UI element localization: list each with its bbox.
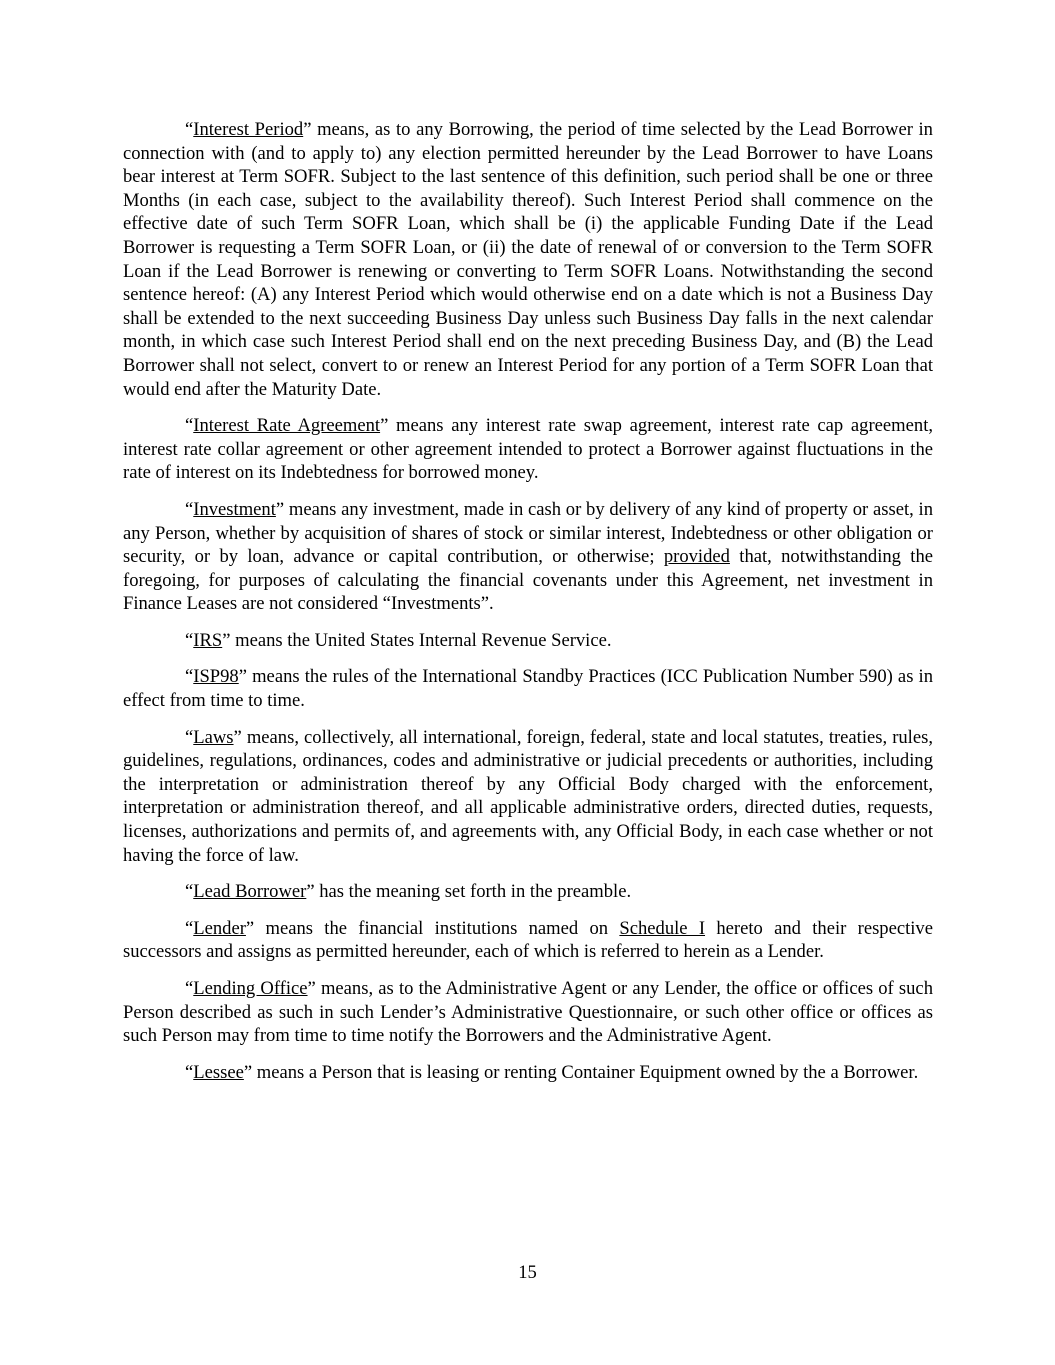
paragraph-text: “ xyxy=(185,119,194,140)
paragraph-text: “ xyxy=(185,629,194,651)
defined-term: Lending Office xyxy=(193,978,308,999)
definition-paragraph-lender xyxy=(123,917,933,964)
definition-paragraph-investment xyxy=(123,498,933,616)
paragraph-text: ” has the meaning set forth in the preamble. xyxy=(306,881,632,903)
paragraph-text: “ xyxy=(185,917,194,939)
definition-paragraph-lead-borrower xyxy=(123,880,933,904)
defined-term: Interest Rate Agreement xyxy=(193,415,381,437)
defined-term: Lender xyxy=(193,917,246,939)
paragraph-text: “ xyxy=(185,881,194,903)
definition-paragraph-laws xyxy=(123,726,933,868)
defined-term: Lessee xyxy=(193,1061,244,1083)
paragraph-text: ” means the United States Internal Revenue Service. xyxy=(222,629,612,651)
paragraph-text: ” means, collectively, all international, foreign, federal, state and local statutes, treaties, rules, guidelines, regulations, ordinances, codes and administrative or judicial precedents or authorities, including the interpretation or administration thereof by any Official Body charged with the enforcement, interpretation or administration thereof, and all applicable administrative orders, directed duties, requests, licenses, authorizations and permits of, and agreements with, any Official Body, in each case whether or not having the force of law. xyxy=(123,726,933,866)
defined-term: Schedule I xyxy=(619,917,706,939)
paragraph-text: ” means, as to the Administrative Agent or any Lender, the office or offices of such Person described as such in such Lender’s Administrative Questionnaire, or such other office or offices as such Person may from time to time notify the Borrowers and the Administrative Agent. xyxy=(123,978,933,1047)
definition-paragraph-interest-rate-agreement xyxy=(123,414,933,485)
paragraph-text: ” means the financial institutions named on xyxy=(245,917,620,939)
paragraph-text: that, notwithstanding the foregoing, for purposes of calculating the financial covenants under this Agreement, net investment in Finance Leases are not considered “Investments”. xyxy=(123,546,934,615)
defined-term: ISP98 xyxy=(193,666,239,688)
defined-term: Lead Borrower xyxy=(193,881,307,903)
definition-paragraph-irs xyxy=(123,629,933,653)
paragraph-text: ” means, as to any Borrowing, the period of time selected by the Lead Borrower in connection with (and to apply to) any election permitted hereunder by the Lead Borrower to have Loans bear interest at Term SOFR. Subject to the last sentence of this definition, such period shall be one or three Months (in each case, subject to the availability thereof). Such Interest Period shall commence on the effective date of such Term SOFR Loan, which shall be (i) the applicable Funding Date if the Lead Borrower is requesting a Term SOFR Loan, or (ii) the date of renewal of or conversion to the Term SOFR Loan if the Lead Borrower is renewing or converting to Term SOFR Loans. Notwithstanding the second sentence hereof: (A) any Interest Period which would otherwise end on a date which is not a Business Day shall be extended to the next succeeding Business Day unless such Business Day falls in the next calendar month, in which case such Interest Period shall end on the next preceding Business Day, and (B) the Lead Borrower shall not select, convert to or renew an Interest Period for any portion of a Term SOFR Loan that would end after the Maturity Date. xyxy=(123,119,933,400)
defined-term: Laws xyxy=(193,726,234,748)
defined-term: Interest Period xyxy=(193,119,304,140)
defined-term: IRS xyxy=(193,629,223,651)
paragraph-text: ” means the rules of the International Standby Practices (ICC Publication Number 590) as in effect from time to time. xyxy=(123,666,933,712)
definition-paragraph-lending-office xyxy=(123,977,933,1048)
paragraph-text: ” means any interest rate swap agreement, interest rate cap agreement, interest rate collar agreement or other agreement intended to protect a Borrower against fluctuations in the rate of interest on its Indebtedness for borrowed money. xyxy=(123,415,934,484)
paragraph-text: “ xyxy=(185,666,194,688)
paragraph-text: ” means any investment, made in cash or by delivery of any kind of property or asset, in any Person, whether by acquisition of shares of stock or similar interest, Indebtedness or other obligation or security, or by loan, advance or capital contribution, or otherwise; xyxy=(123,498,933,568)
paragraph-text: hereto and their respective successors and assigns as permitted hereunder, each of which is referred to herein as a Lender. xyxy=(123,917,933,963)
paragraph-text: “ xyxy=(185,498,194,520)
page-number: 15 xyxy=(518,1262,537,1283)
definition-paragraph-lessee xyxy=(123,1061,933,1085)
definition-paragraph-isp98 xyxy=(123,665,933,712)
paragraph-text: “ xyxy=(185,978,194,999)
definitions-body xyxy=(123,118,933,1084)
definition-paragraph-interest-period xyxy=(123,118,933,401)
defined-term: Investment xyxy=(193,498,276,520)
paragraph-text: “ xyxy=(185,726,194,748)
paragraph-text: ” means a Person that is leasing or renting Container Equipment owned by the a Borrower. xyxy=(243,1061,919,1083)
paragraph-text: “ xyxy=(185,415,194,437)
paragraph-text: “ xyxy=(185,1061,194,1083)
defined-term: provided xyxy=(663,546,730,568)
